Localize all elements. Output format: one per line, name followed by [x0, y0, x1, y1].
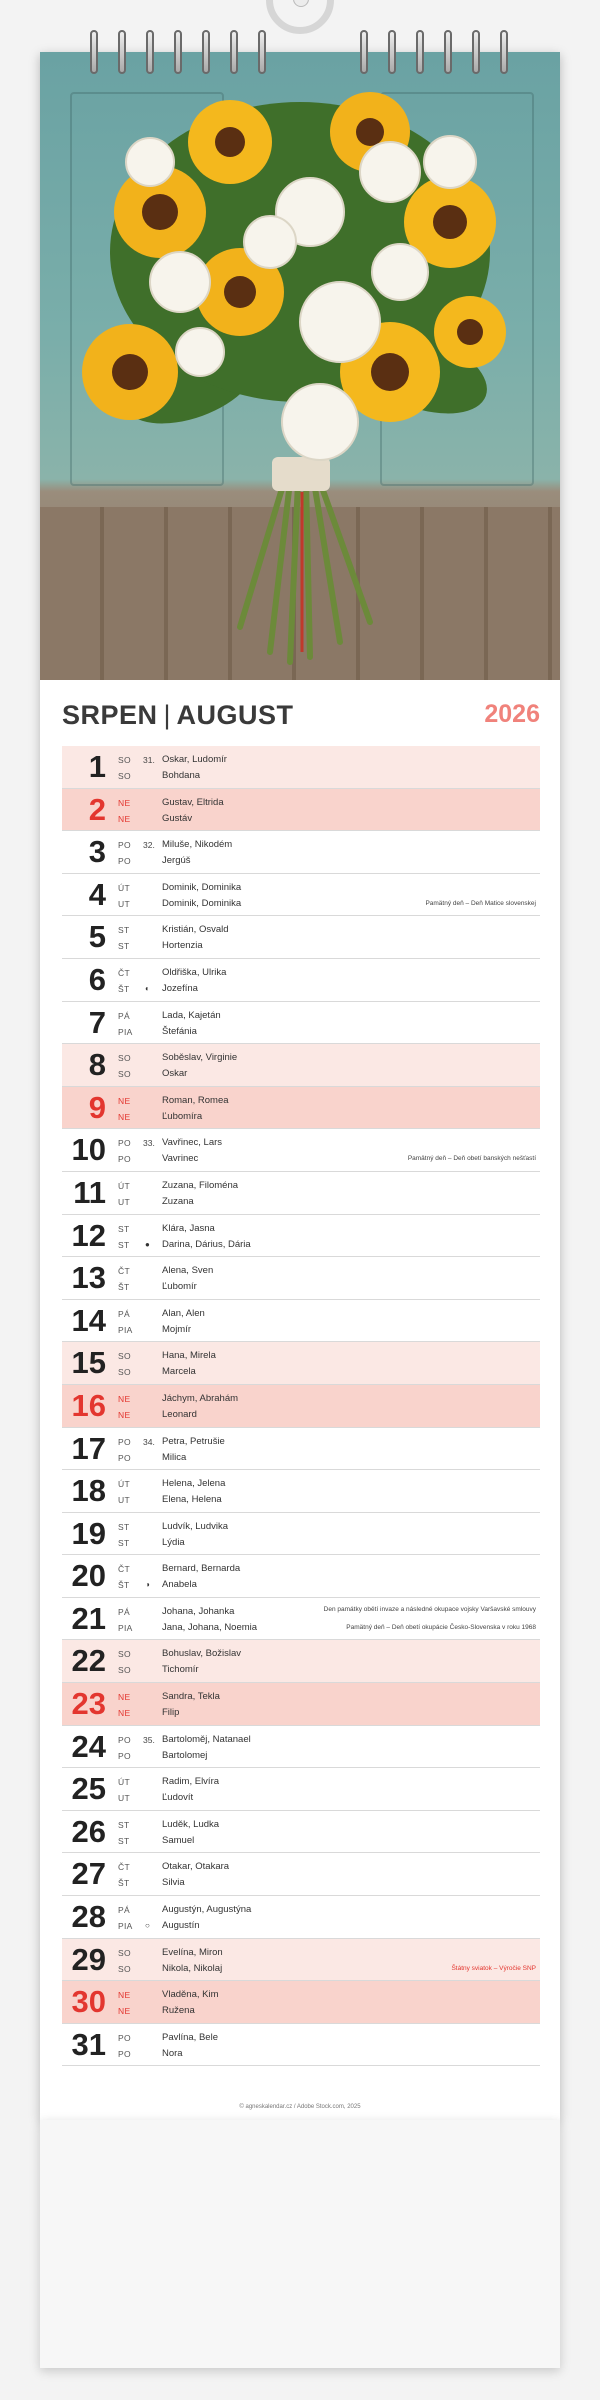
nameday-czech: Ludvík, Ludvika: [162, 1520, 229, 1532]
month-header: [62, 700, 540, 740]
weekday-czech: PO: [118, 1734, 131, 1745]
day-number: 18: [71, 1473, 106, 1509]
weekday-slovak: PIA: [118, 1026, 133, 1037]
weekday-czech: PO: [118, 1138, 131, 1149]
weekday-czech: ST: [118, 925, 130, 936]
day-row: [62, 1768, 540, 1811]
weekday-czech: SO: [118, 755, 131, 765]
nameday-czech: Oldřiška, Ulrika: [162, 966, 227, 978]
nameday-slovak: Jana, Johana, Noemia: [162, 1621, 258, 1633]
moon-phase-icon: ◑: [145, 1580, 150, 1590]
weekday-slovak: UT: [118, 1495, 130, 1506]
weekday-slovak: PO: [118, 856, 131, 867]
nameday-czech: Bernard, Bernarda: [162, 1563, 241, 1575]
day-row: [62, 746, 540, 789]
weekday-slovak: NE: [118, 1409, 131, 1420]
weekday-slovak: PIA: [118, 1921, 133, 1932]
weekday-slovak: SO: [118, 1665, 131, 1676]
day-number: 27: [71, 1856, 106, 1892]
day-row: [62, 1811, 540, 1854]
day-number: 25: [71, 1771, 106, 1807]
day-number: 6: [88, 961, 106, 997]
weekday-czech: NE: [118, 1990, 131, 2001]
weekday-slovak: ST: [118, 1537, 130, 1548]
moon-phase-icon: ◐: [145, 983, 150, 993]
nameday-czech: Otakar, Otakara: [162, 1861, 230, 1873]
day-row: [62, 1726, 540, 1769]
nameday-slovak: Ľudovít: [162, 1792, 194, 1804]
day-number: 5: [88, 919, 106, 955]
spiral-binding-right: [360, 30, 508, 74]
nameday-slovak: Ružena: [162, 2005, 195, 2017]
weekday-slovak: NE: [118, 1708, 131, 1719]
nameday-czech: Sandra, Tekla: [162, 1691, 220, 1703]
weekday-czech: ČT: [118, 1564, 130, 1575]
weekday-slovak: SO: [118, 771, 131, 781]
week-number: 35.: [143, 1734, 155, 1745]
weekday-czech: PO: [118, 2032, 131, 2043]
weekday-slovak: PO: [118, 2048, 131, 2059]
nameday-slovak: Jozefína: [162, 982, 198, 994]
day-number: 10: [71, 1132, 106, 1168]
nameday-czech: Hana, Mirela: [162, 1350, 216, 1362]
weekday-czech: ČT: [118, 967, 130, 978]
day-row: [62, 1640, 540, 1683]
nameday-slovak: Tichomír: [162, 1664, 199, 1676]
nameday-slovak: Darina, Dárius, Dária: [162, 1238, 251, 1250]
nameday-czech: Bartoloměj, Natanael: [162, 1733, 251, 1745]
weekday-czech: SO: [118, 1053, 131, 1064]
nameday-czech: Alan, Alen: [162, 1307, 205, 1319]
day-row: [62, 1172, 540, 1215]
nameday-slovak: Zuzana: [162, 1195, 194, 1207]
nameday-slovak: Samuel: [162, 1834, 195, 1846]
day-number: 16: [71, 1387, 106, 1423]
nameday-czech: Petra, Petrušie: [162, 1435, 225, 1447]
weekday-slovak: SO: [118, 1963, 131, 1974]
day-number: 9: [88, 1089, 106, 1125]
weekday-slovak: NE: [118, 813, 131, 824]
day-number: 21: [71, 1600, 106, 1636]
weekday-czech: NE: [118, 797, 131, 808]
day-number: 12: [71, 1217, 106, 1253]
nameday-slovak: Lýdia: [162, 1536, 185, 1548]
day-number: 8: [88, 1047, 106, 1083]
day-row: [62, 1981, 540, 2024]
holiday-note: Pamätný deň – Deň obetí banských nešťastí: [407, 1155, 536, 1163]
day-row: [62, 831, 540, 874]
nameday-slovak: Ľubomíra: [162, 1110, 203, 1122]
day-number: 31: [71, 2026, 106, 2062]
nameday-czech: Soběslav, Virginie: [162, 1052, 238, 1064]
weekday-slovak: ŠT: [118, 1580, 130, 1591]
nameday-czech: Luděk, Ludka: [162, 1818, 220, 1830]
day-row: [62, 1470, 540, 1513]
weekday-czech: PO: [118, 1436, 131, 1447]
weekday-czech: ÚT: [118, 1479, 130, 1490]
nameday-slovak: Nikola, Nikolaj: [162, 1962, 223, 1974]
nameday-slovak: Vavrinec: [162, 1153, 199, 1165]
holiday-note-secondary: Pamätný deň – Deň obetí okupácie Česko-Slovenska v roku 1968: [346, 1623, 536, 1631]
day-number: 1: [88, 749, 106, 784]
nameday-slovak: Hortenzia: [162, 940, 203, 952]
month-name-english: AUGUST: [176, 700, 294, 730]
weekday-slovak: PO: [118, 1452, 131, 1463]
weekday-czech: PÁ: [118, 1606, 130, 1617]
day-number: 23: [71, 1686, 106, 1722]
day-grid: [62, 746, 540, 2066]
nameday-czech: Lada, Kajetán: [162, 1009, 221, 1021]
weekday-slovak: ST: [118, 1239, 130, 1250]
nameday-slovak: Elena, Helena: [162, 1494, 222, 1506]
day-row: [62, 2024, 540, 2067]
moon-phase-icon: ●: [145, 1239, 150, 1249]
nameday-slovak: Oskar: [162, 1068, 188, 1080]
weekday-czech: PÁ: [118, 1308, 130, 1319]
nameday-slovak: Silvia: [162, 1877, 185, 1889]
nameday-czech: Klára, Jasna: [162, 1222, 215, 1234]
week-number: 33.: [143, 1138, 155, 1149]
moon-phase-icon: ○: [145, 1921, 150, 1931]
day-row: [62, 1215, 540, 1258]
nameday-czech: Oskar, Ludomír: [162, 754, 227, 765]
nameday-slovak: Jergúš: [162, 855, 191, 867]
day-number: 11: [73, 1174, 106, 1210]
weekday-slovak: ST: [118, 941, 130, 952]
weekday-czech: NE: [118, 1692, 131, 1703]
nameday-czech: Helena, Jelena: [162, 1478, 226, 1490]
week-number: 31.: [143, 755, 155, 765]
nameday-czech: Gustav, Eltrida: [162, 796, 224, 808]
nameday-slovak: Ľubomír: [162, 1281, 197, 1293]
day-row: [62, 1513, 540, 1556]
day-number: 26: [71, 1813, 106, 1849]
nameday-slovak: Marcela: [162, 1366, 196, 1378]
year-label: 2026: [484, 700, 540, 728]
day-row: [62, 916, 540, 959]
nameday-czech: Jáchym, Abrahám: [162, 1392, 239, 1404]
day-number: 15: [71, 1345, 106, 1381]
day-number: 19: [71, 1515, 106, 1551]
weekday-czech: ČT: [118, 1266, 130, 1277]
day-number: 2: [88, 791, 106, 827]
weekday-slovak: ŠT: [118, 1282, 130, 1293]
weekday-slovak: UT: [118, 1196, 130, 1207]
weekday-czech: ČT: [118, 1862, 130, 1873]
day-row: [62, 1300, 540, 1343]
weekday-czech: PÁ: [118, 1905, 130, 1916]
day-number: 28: [71, 1899, 106, 1935]
month-name-czech: SRPEN: [62, 700, 158, 730]
weekday-slovak: PO: [118, 1154, 131, 1165]
day-row: [62, 1342, 540, 1385]
day-number: 17: [71, 1430, 106, 1466]
day-row: [62, 874, 540, 917]
month-separator: |: [163, 700, 171, 730]
weekday-slovak: ŠT: [118, 983, 130, 994]
weekday-czech: SO: [118, 1351, 131, 1362]
footer-credit: © agneskalendar.cz / Adobe Stock.com, 2025: [239, 2104, 361, 2110]
weekday-slovak: PIA: [118, 1324, 133, 1335]
weekday-czech: NE: [118, 1393, 131, 1404]
weekday-slovak: NE: [118, 1111, 131, 1122]
day-number: 30: [71, 1984, 106, 2020]
day-number: 22: [71, 1643, 106, 1679]
day-row: [62, 1087, 540, 1130]
day-row: [62, 1896, 540, 1939]
day-number: 24: [71, 1728, 106, 1764]
weekday-slovak: SO: [118, 1367, 131, 1378]
weekday-czech: ST: [118, 1819, 130, 1830]
nameday-slovak: Augustín: [162, 1920, 200, 1932]
holiday-note: Pamätný deň – Deň Matice slovenskej: [425, 899, 536, 907]
day-row: [62, 1555, 540, 1598]
weekday-czech: ST: [118, 1223, 130, 1234]
weekday-czech: ST: [118, 1521, 130, 1532]
weekday-slovak: UT: [118, 1793, 130, 1804]
weekday-czech: PÁ: [118, 1010, 130, 1021]
weekday-czech: NE: [118, 1095, 131, 1106]
calendar-backing-board: [40, 2120, 560, 2368]
nameday-slovak: Mojmír: [162, 1323, 192, 1335]
nameday-czech: Vladěna, Kim: [162, 1989, 219, 2001]
nameday-slovak: Milica: [162, 1451, 187, 1463]
day-number: 7: [88, 1004, 106, 1040]
nameday-slovak: Dominik, Dominika: [162, 897, 242, 909]
day-row: [62, 1853, 540, 1896]
weekday-slovak: SO: [118, 1069, 131, 1080]
day-row: [62, 1129, 540, 1172]
nameday-czech: Augustýn, Augustýna: [162, 1904, 252, 1916]
nameday-czech: Roman, Romea: [162, 1094, 229, 1106]
nameday-slovak: Anabela: [162, 1579, 197, 1591]
nameday-slovak: Filip: [162, 1707, 180, 1719]
calendar-sheet: [40, 52, 560, 2120]
nameday-czech: Johana, Johanka: [162, 1605, 235, 1617]
weekday-slovak: UT: [118, 898, 130, 909]
day-row: [62, 1257, 540, 1300]
nameday-czech: Radim, Elvíra: [162, 1776, 220, 1788]
day-row: [62, 1002, 540, 1045]
day-row: [62, 1683, 540, 1726]
day-row: [62, 1428, 540, 1471]
weekday-czech: ÚT: [118, 1777, 130, 1788]
nameday-slovak: Leonard: [162, 1408, 197, 1420]
weekday-czech: ÚT: [118, 1180, 130, 1191]
day-number: 29: [71, 1941, 106, 1977]
nameday-czech: Bohuslav, Božislav: [162, 1648, 242, 1660]
day-row: [62, 1598, 540, 1641]
nameday-czech: Alena, Sven: [162, 1265, 214, 1277]
nameday-slovak: Bartolomej: [162, 1749, 208, 1761]
nameday-czech: Dominik, Dominika: [162, 881, 242, 893]
weekday-slovak: ŠT: [118, 1878, 130, 1889]
day-number: 20: [71, 1558, 106, 1594]
day-number: 3: [88, 834, 106, 870]
nameday-czech: Evelína, Miron: [162, 1946, 223, 1958]
nameday-czech: Kristián, Osvald: [162, 924, 229, 936]
weekday-slovak: PIA: [118, 1622, 133, 1633]
day-number: 14: [71, 1302, 106, 1338]
holiday-note: Štátny sviatok – Výročie SNP: [451, 1964, 536, 1972]
nameday-czech: Miluše, Nikodém: [162, 839, 233, 851]
day-row: [62, 1939, 540, 1982]
holiday-note: Den památky obětí invaze a následné okupace vojsky Varšavské smlouvy: [323, 1605, 536, 1613]
nameday-czech: Pavlína, Bele: [162, 2031, 218, 2043]
hanging-hook: [266, 0, 334, 34]
weekday-slovak: ST: [118, 1835, 130, 1846]
day-number: 13: [71, 1260, 106, 1296]
nameday-slovak: Gustáv: [162, 812, 193, 824]
day-row: [62, 1044, 540, 1087]
weekday-slovak: NE: [118, 2006, 131, 2017]
day-row: [62, 959, 540, 1002]
spiral-binding-left: [90, 30, 266, 74]
day-number: 4: [88, 876, 106, 912]
nameday-slovak: Nora: [162, 2047, 183, 2059]
week-number: 34.: [143, 1436, 155, 1447]
day-row: [62, 1385, 540, 1428]
sunflower-bouquet-photo: [40, 52, 560, 680]
weekday-czech: SO: [118, 1649, 131, 1660]
nameday-czech: Zuzana, Filoména: [162, 1179, 239, 1191]
day-row: [62, 789, 540, 832]
weekday-slovak: PO: [118, 1750, 131, 1761]
weekday-czech: ÚT: [118, 882, 130, 893]
nameday-czech: Vavřinec, Lars: [162, 1137, 223, 1149]
weekday-czech: PO: [118, 840, 131, 851]
nameday-slovak: Štefánia: [162, 1025, 197, 1037]
weekday-czech: SO: [118, 1947, 131, 1958]
nameday-slovak: Bohdana: [162, 770, 201, 781]
week-number: 32.: [143, 840, 155, 851]
